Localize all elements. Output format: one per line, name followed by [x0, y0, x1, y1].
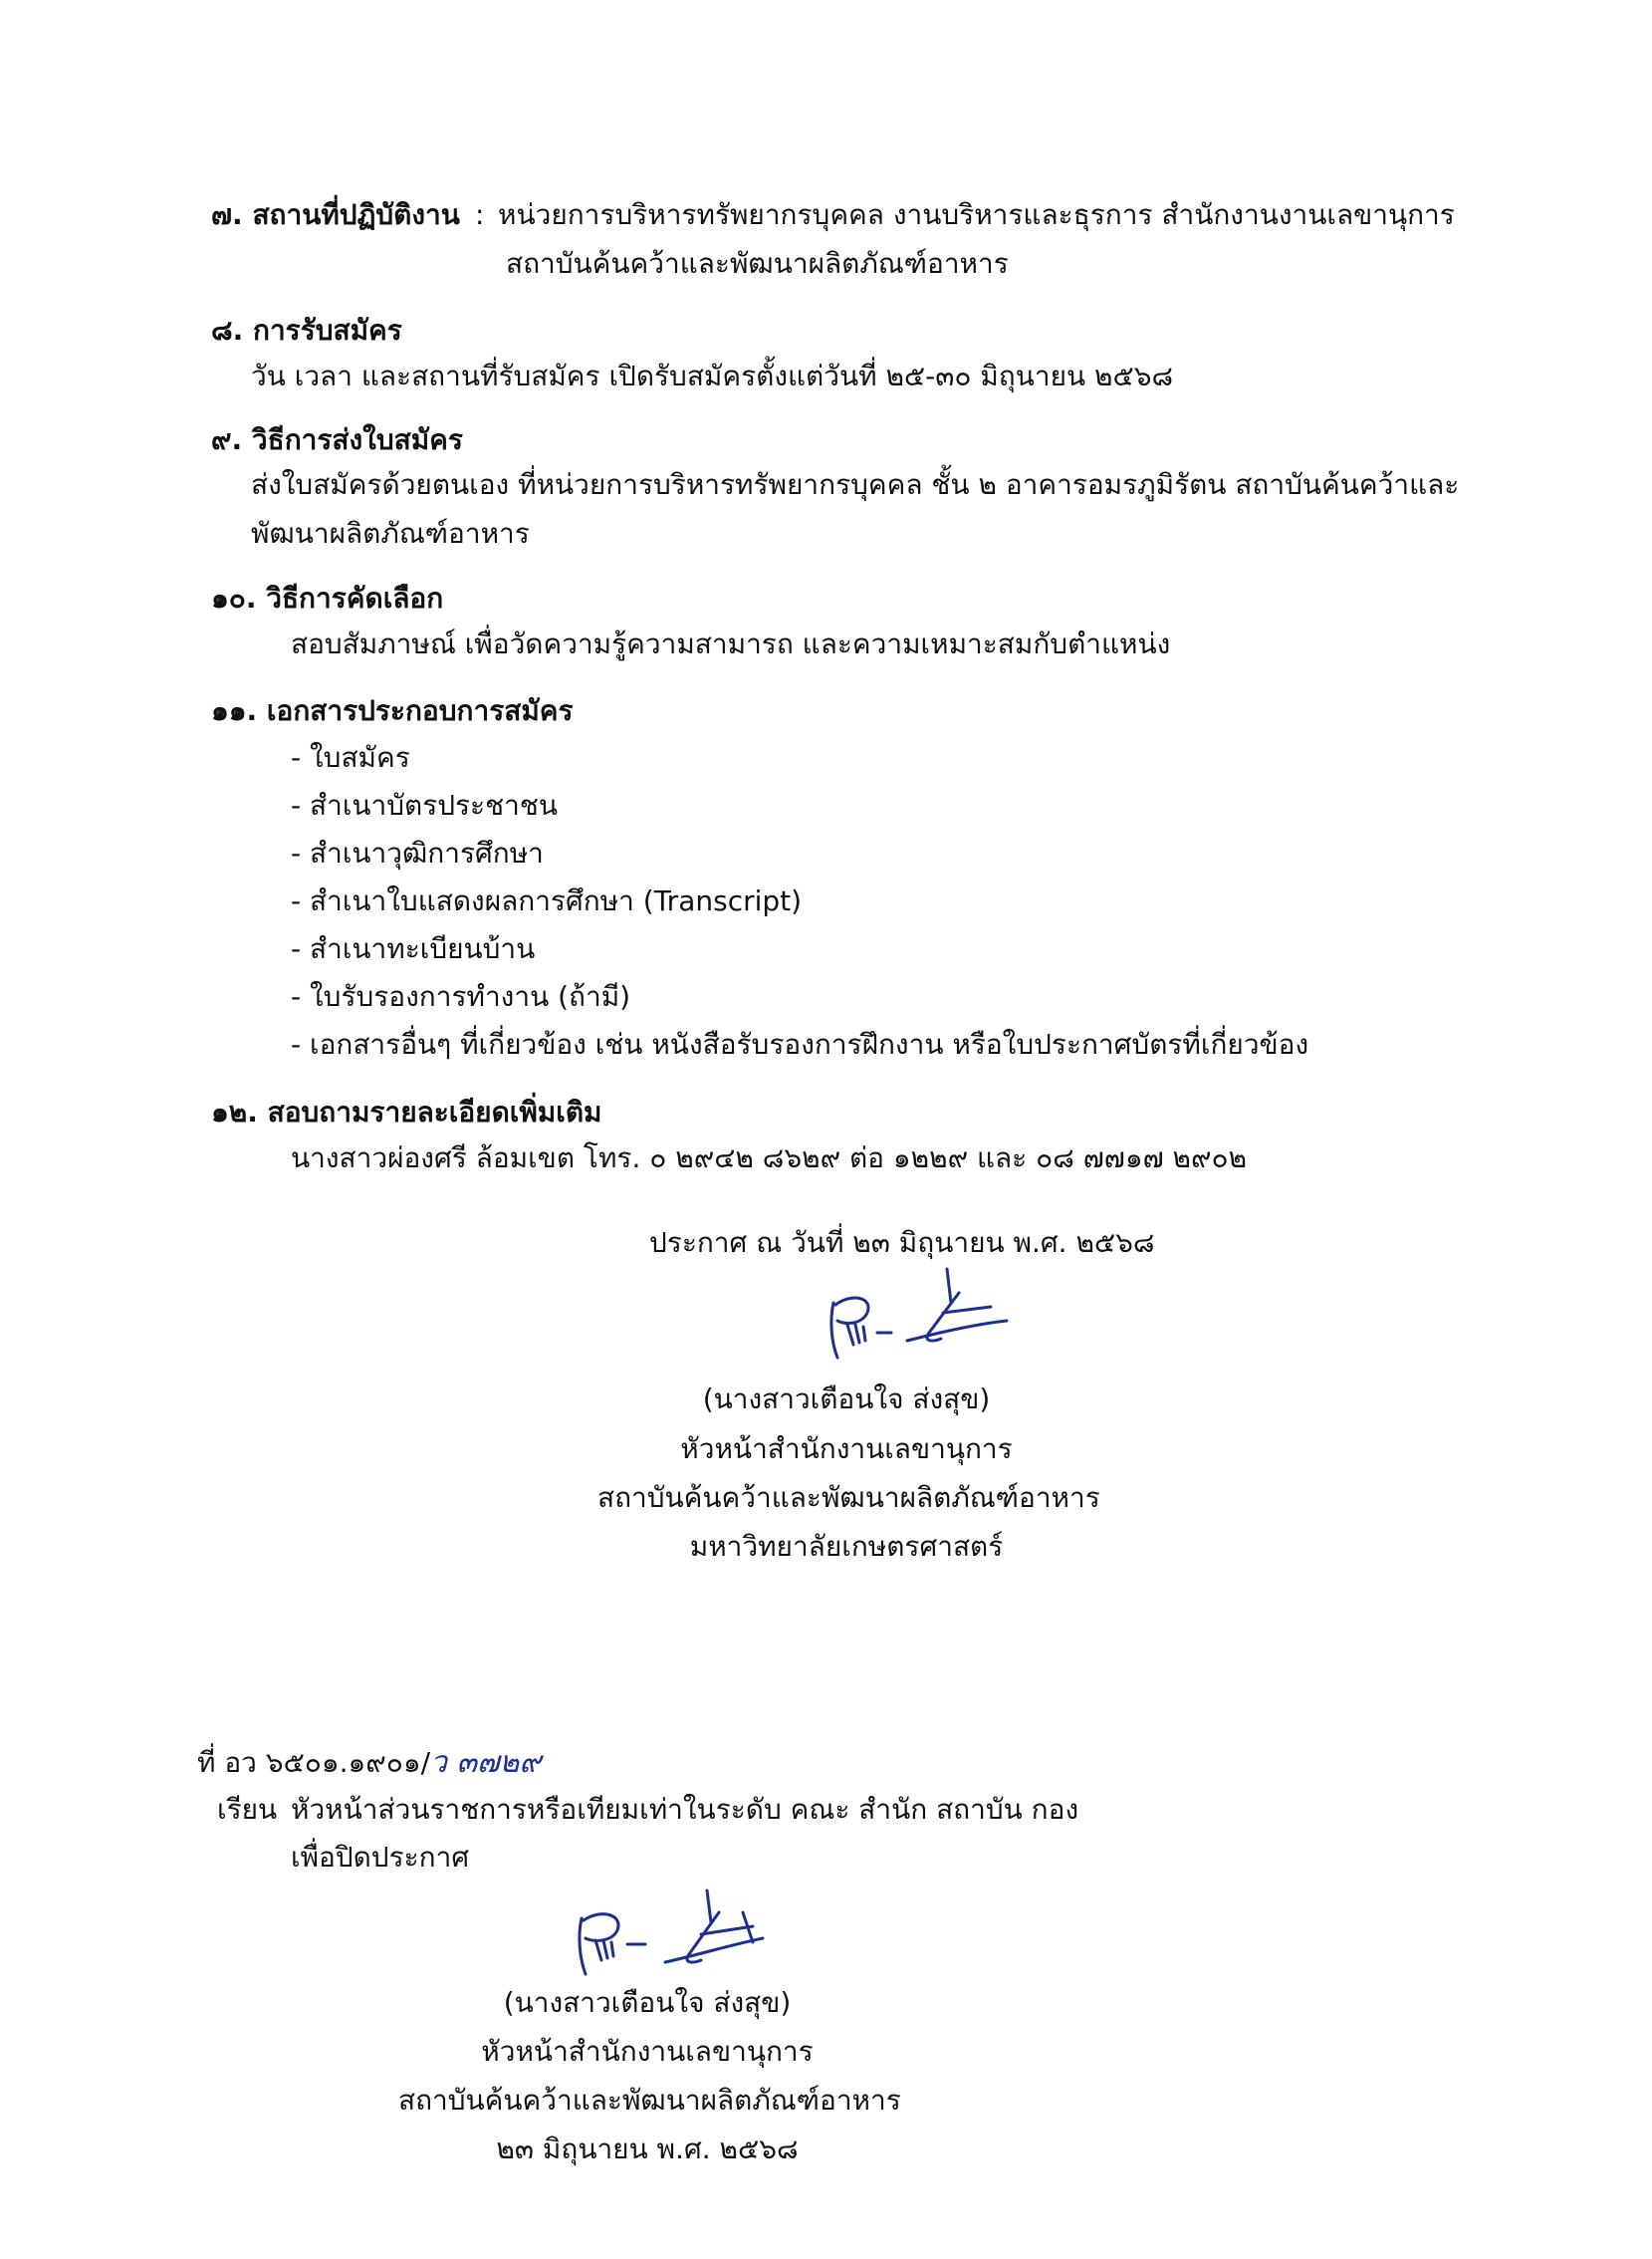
memo-date: ๒๓ มิถุนายน พ.ศ. ๒๕๖๘ — [496, 2133, 799, 2165]
section-9-line-1: ส่งใบสมัครด้วยตนเอง ที่หน่วยการบริหารทรัพยากรบุคคล ชั้น ๒ อาคารอมรภูมิรัตน สถาบันค้นคว้าและ — [251, 468, 1460, 501]
memo-reference-printed: ที่ อว ๖๕๐๑.๑๙๐๑/ — [197, 1746, 431, 1779]
section-10-body: สอบสัมภาษณ์ เพื่อวัดความรู้ความสามารถ และความเหมาะสมกับตำแหน่ง — [291, 628, 1171, 660]
memo-signer-name: (นางสาวเตือนใจ ส่งสุข) — [503, 1986, 792, 2019]
section-7-separator: : — [475, 198, 485, 231]
document-list-item: - สำเนาทะเบียนบ้าน — [291, 932, 536, 965]
announcement-date: ประกาศ ณ วันที่ ๒๓ มิถุนายน พ.ศ. ๒๕๖๘ — [649, 1226, 1155, 1259]
document-list-item: - ใบรับรองการทำงาน (ถ้ามี) — [291, 980, 631, 1013]
memo-purpose: เพื่อปิดประกาศ — [291, 1841, 470, 1874]
section-9-line-2: พัฒนาผลิตภัณฑ์อาหาร — [251, 517, 530, 550]
section-7-line-2: สถาบันค้นคว้าและพัฒนาผลิตภัณฑ์อาหาร — [506, 247, 1009, 280]
memo-reference-number — [197, 1743, 541, 1783]
section-11-heading: ๑๑. เอกสารประกอบการสมัคร — [211, 694, 574, 727]
memo-signer-title: หัวหน้าสำนักงานเลขานุการ — [481, 2035, 814, 2068]
section-7-heading: ๗. สถานที่ปฏิบัติงาน — [211, 198, 460, 231]
section-8-body: วัน เวลา และสถานที่รับสมัคร เปิดรับสมัครตั้งแต่วันที่ ๒๕-๓๐ มิถุนายน ๒๕๖๘ — [251, 360, 1174, 392]
section-7-line-1: หน่วยการบริหารทรัพยากรบุคคล งานบริหารและธุรการ สำนักงานงานเลขานุการ — [498, 198, 1455, 231]
memo-reference-handwritten: ว ๓๗๒๙ — [430, 1745, 542, 1780]
document-list-item: - สำเนาบัตรประชาชน — [291, 789, 558, 822]
section-9-heading: ๙. วิธีการส่งใบสมัคร — [211, 423, 463, 456]
section-12-contact: นางสาวผ่องศรี ล้อมเขต โทร. ๐ ๒๙๔๒ ๘๖๒๙ ต่อ ๑๒๒๙ และ ๐๘ ๗๗๑๗ ๒๙๐๒ — [291, 1141, 1248, 1174]
announcement-signer-university: มหาวิทยาลัยเกษตรศาสตร์ — [689, 1530, 1004, 1563]
document-list-item: - สำเนาใบแสดงผลการศึกษา (Transcript) — [291, 884, 803, 917]
memo-to-label: เรียน — [217, 1793, 278, 1826]
section-12-heading: ๑๒. สอบถามรายละเอียดเพิ่มเติม — [211, 1096, 602, 1129]
memo-signer-org: สถาบันค้นคว้าและพัฒนาผลิตภัณฑ์อาหาร — [398, 2084, 901, 2117]
signature-2-image — [558, 1882, 777, 1992]
document-list-item: - สำเนาวุฒิการศึกษา — [291, 837, 544, 870]
document-list-item: - ใบสมัคร — [291, 741, 410, 774]
section-10-heading: ๑๐. วิธีการคัดเลือก — [211, 582, 444, 615]
announcement-signer-title: หัวหน้าสำนักงานเลขานุการ — [680, 1432, 1013, 1465]
announcement-signer-org: สถาบันค้นคว้าและพัฒนาผลิตภัณฑ์อาหาร — [597, 1481, 1100, 1514]
memo-to-text: หัวหน้าส่วนราชการหรือเทียมเท่าในระดับ คณะ สำนัก สถาบัน กอง — [291, 1793, 1079, 1826]
signature-1-image — [812, 1263, 1021, 1373]
announcement-signer-name: (นางสาวเตือนใจ ส่งสุข) — [702, 1382, 991, 1415]
document-list-item: - เอกสารอื่นๆ ที่เกี่ยวข้อง เช่น หนังสือรับรองการฝึกงาน หรือใบประกาศบัตรที่เกี่ยวข้อง — [291, 1028, 1309, 1061]
section-8-heading: ๘. การรับสมัคร — [211, 314, 402, 347]
